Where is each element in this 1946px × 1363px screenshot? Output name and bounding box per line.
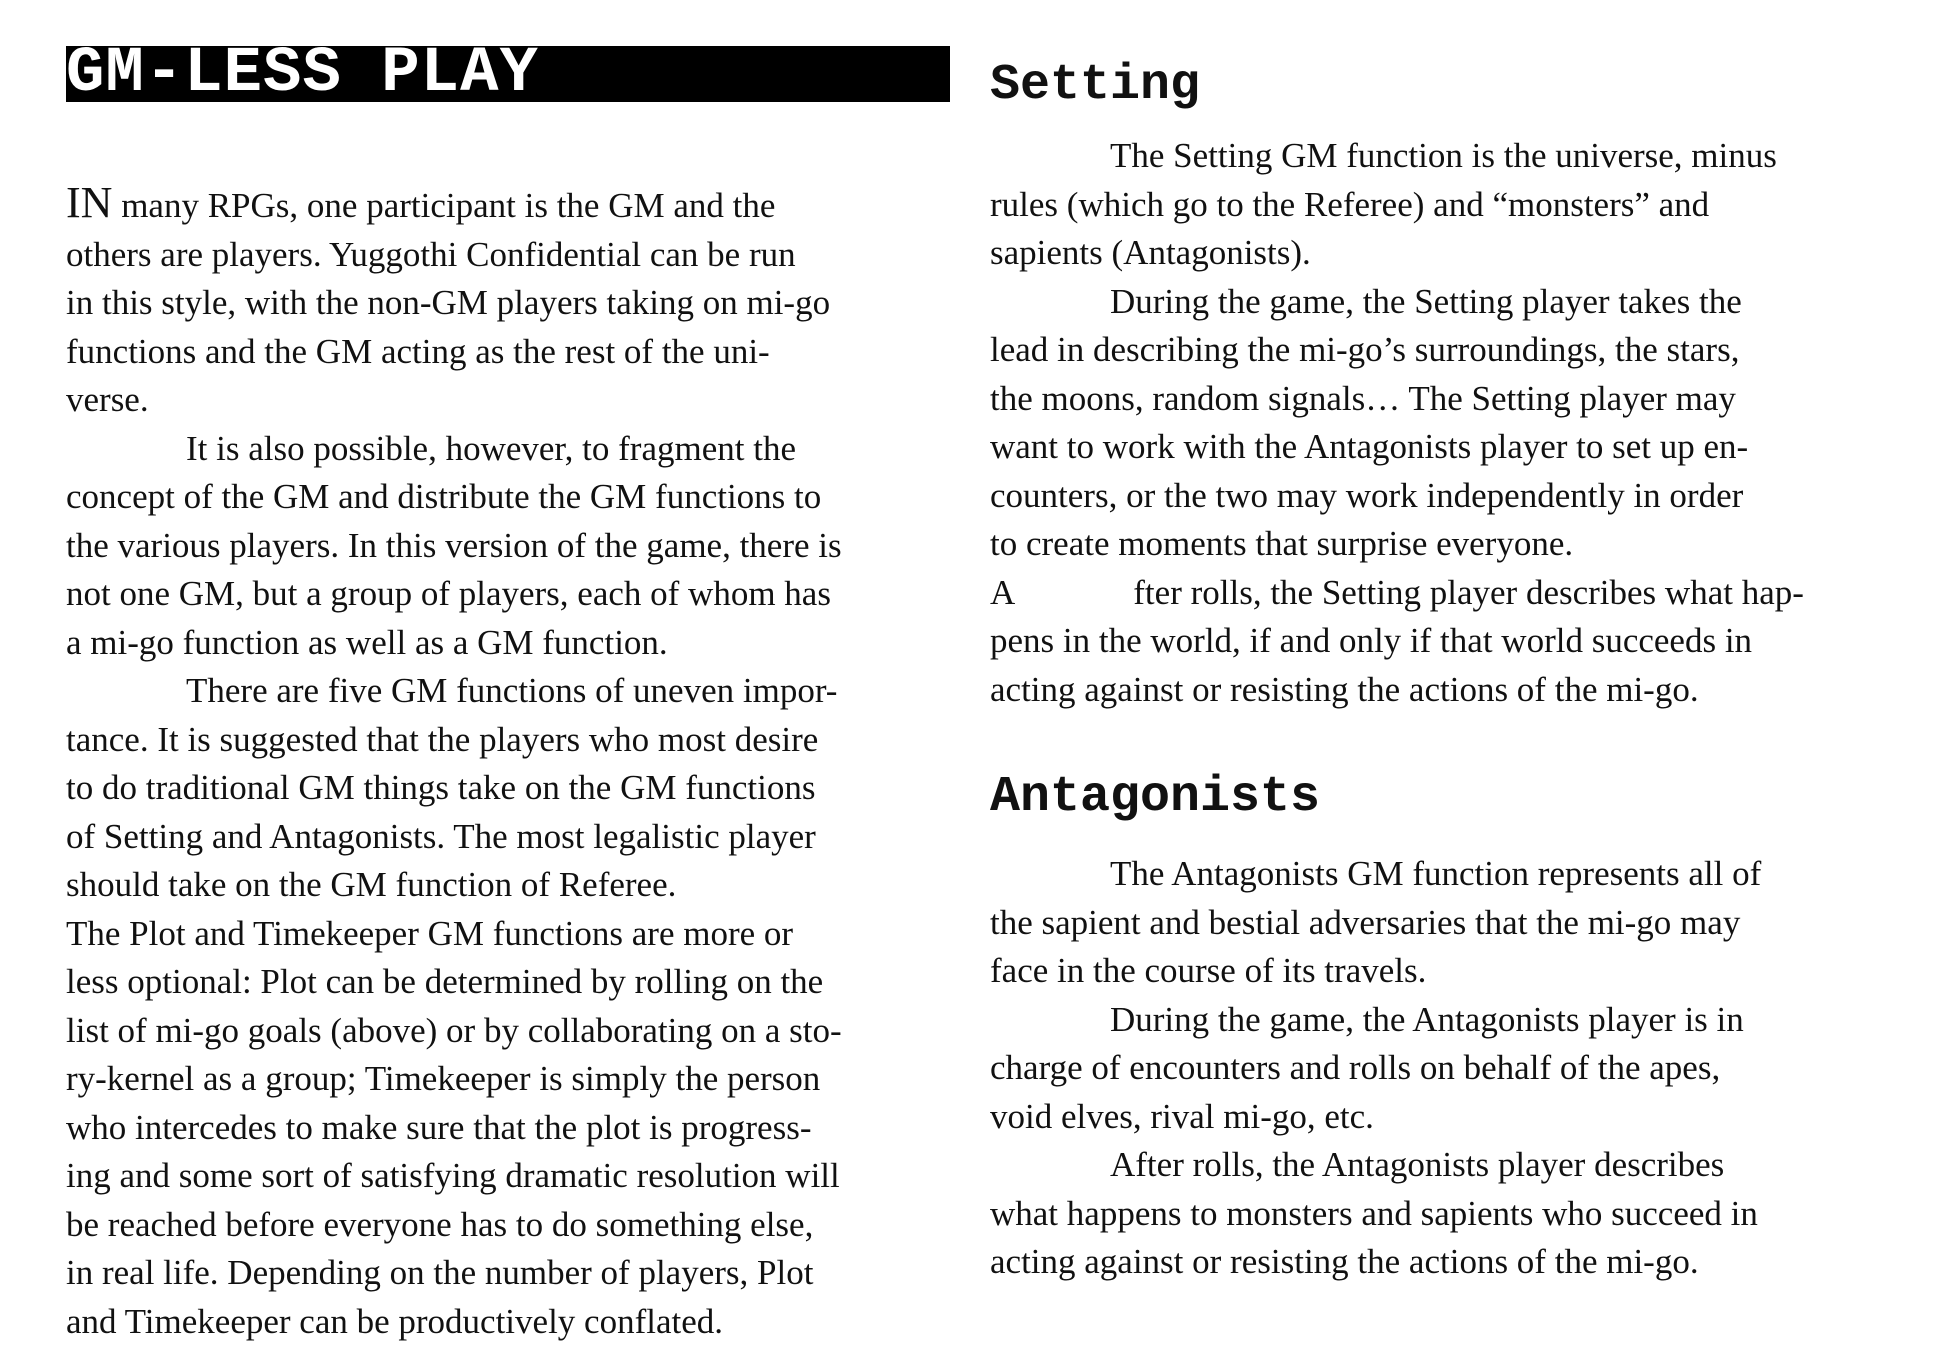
paragraph-line: verse. [66,380,149,419]
paragraph-line: counters, or the two may work independently in order [990,475,1744,515]
antagonists-text [990,850,1890,1287]
setting-text [990,132,1890,714]
paragraph-line: list of mi-go goals (above) or by collaborating on a sto- [66,1010,842,1050]
paragraph-line: and Timekeeper can be productively conflated. [66,1301,724,1341]
paragraph-line: lead in describing the mi-go’s surroundings, the stars, [990,330,1740,369]
paragraph-line: sapients (Antagonists). [990,233,1311,272]
paragraph-line: be reached before everyone has to do something else, [66,1204,814,1244]
section-title: GM-LESS PLAY [66,38,539,110]
paragraph-line: should take on the GM function of Referee. [66,865,677,904]
paragraph-line: The Antagonists GM function represents all of [1110,854,1762,893]
paragraph-line: in this style, with the non-GM players taking on mi-go [66,283,831,322]
left-column-text [66,179,956,1346]
drop-cap: IN [66,178,113,227]
paragraph-line: to create moments that surprise everyone. [990,524,1574,563]
paragraph-line: During the game, the Setting player takes the [1110,281,1742,321]
paragraph-line: During the game, the Antagonists player is in [1110,999,1744,1039]
paragraph-line: less optional: Plot can be determined by rolling on the [66,962,824,1001]
paragraph-line: After rolls, the Antagonists player describes [1110,1145,1725,1184]
paragraph-line: charge of encounters and rolls on behalf of the apes, [990,1048,1721,1087]
paragraph-line: It is also possible, however, to fragment the [186,428,796,468]
paragraph-line: the sapient and bestial adversaries that the mi-go may [990,902,1741,942]
paragraph-line: ry-kernel as a group; Timekeeper is simply the person [66,1059,821,1098]
paragraph-line: pens in the world, if and only if that world succeeds in [990,621,1753,660]
split-initial: A [990,572,1016,612]
paragraph-line: in real life. Depending on the number of players, Plot [66,1253,814,1292]
paragraph-line: concept of the GM and distribute the GM functions to [66,477,822,516]
paragraph-line: rules (which go to the Referee) and “monsters” and [990,184,1710,224]
setting-heading: Setting [990,57,1201,114]
paragraph-line: others are players. Yuggothi Confidential can be run [66,234,796,274]
paragraph-line: of Setting and Antagonists. The most legalistic player [66,816,816,856]
paragraph-line: what happens to monsters and sapients who succeed in [990,1193,1758,1233]
paragraph-line: acting against or resisting the actions of the mi-go. [990,1242,1699,1281]
paragraph-line: want to work with the Antagonists player to set up en- [990,427,1749,466]
paragraph-line: the moons, random signals… The Setting player may [990,378,1736,418]
paragraph-line: IN many RPGs, one participant is the GM and the [66,178,776,227]
antagonists-heading: Antagonists [990,769,1321,826]
paragraph-line: ing and some sort of satisfying dramatic resolution will [66,1156,840,1195]
paragraph-line: not one GM, but a group of players, each of whom has [66,574,831,613]
paragraph-line: the various players. In this version of the game, there is [66,525,842,565]
paragraph-line: tance. It is suggested that the players who most desire [66,719,819,759]
paragraph-line: The Plot and Timekeeper GM functions are more or [66,913,794,953]
paragraph-line: The Setting GM function is the universe, minus [1110,136,1777,175]
paragraph-line: functions and the GM acting as the rest of the uni- [66,331,770,371]
paragraph-line: who intercedes to make sure that the plot is progress- [66,1107,812,1147]
paragraph-line: acting against or resisting the actions of the mi-go. [990,669,1699,709]
paragraph-line: There are five GM functions of uneven impor- [186,671,838,710]
paragraph-line: A fter rolls, the Setting player describes what hap- [990,572,1804,612]
section-title-bar [66,38,950,110]
paragraph-line: face in the course of its travels. [990,951,1427,990]
paragraph-line: a mi-go function as well as a GM function. [66,622,668,662]
paragraph-line: to do traditional GM things take on the GM functions [66,768,816,807]
paragraph-line: void elves, rival mi-go, etc. [990,1096,1374,1136]
